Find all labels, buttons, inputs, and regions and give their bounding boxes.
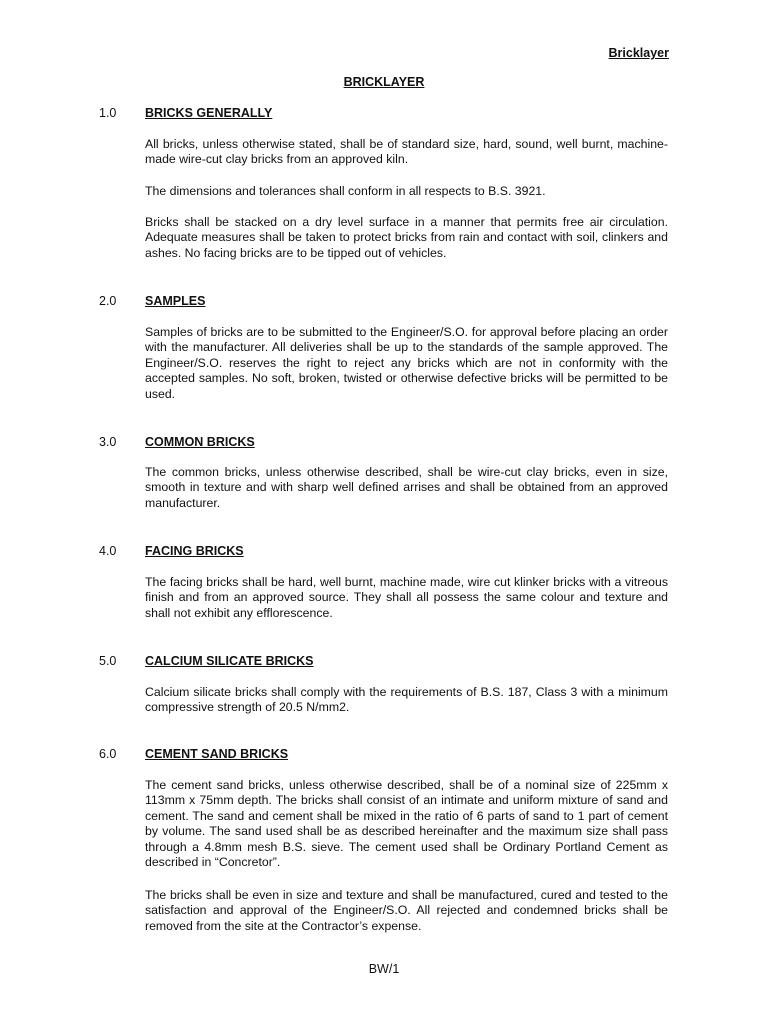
section-number: 2.0 xyxy=(99,294,117,308)
paragraph: The facing bricks shall be hard, well burnt, machine made, wire cut klinker bricks with a vitreous finish and from an approved source. They shall all possess the same colour and texture and shall not exhibit any efflorescence. xyxy=(145,575,668,620)
document-title: BRICKLAYER xyxy=(343,75,425,89)
paragraph: All bricks, unless otherwise stated, shall be of standard size, hard, sound, well burnt, machine-made wire-cut clay bricks from an approved kiln. xyxy=(145,137,668,167)
paragraph: Calcium silicate bricks shall comply with the requirements of B.S. 187, Class 3 with a minimum compressive strength of 20.5 N/mm2. xyxy=(145,685,668,715)
section-heading: CEMENT SAND BRICKS xyxy=(145,747,289,761)
section-heading: FACING BRICKS xyxy=(145,544,244,558)
section-number: 4.0 xyxy=(99,544,117,558)
paragraph: The cement sand bricks, unless otherwise described, shall be of a nominal size of 225mm x 113mm x 75mm depth. The bricks shall consist of an intimate and uniform mixture of sand and cement. The sand and cement shall be mixed in the ratio of 6 parts of sand to 1 part of cement by volume. The sand used shall be as described hereinafter and the maximum size shall pass through a 4.8mm mesh B.S. sieve. The cement used shall be Ordinary Portland Cement as described in “Concretor”. xyxy=(145,778,668,870)
section-number: 6.0 xyxy=(99,747,117,761)
paragraph: The common bricks, unless otherwise described, shall be wire-cut clay bricks, even in size, smooth in texture and with sharp well defined arrises and shall be obtained from an approved manufacturer. xyxy=(145,465,668,510)
paragraph: Bricks shall be stacked on a dry level surface in a manner that permits free air circulation. Adequate measures shall be taken to protect bricks from rain and contact with soil, clinkers and ashes. No facing bricks are to be tipped out of vehicles. xyxy=(145,215,668,260)
page-number: BW/1 xyxy=(368,962,400,976)
section-heading: SAMPLES xyxy=(145,294,206,308)
section-heading: COMMON BRICKS xyxy=(145,435,255,449)
section-number: 1.0 xyxy=(99,106,117,120)
paragraph: Samples of bricks are to be submitted to the Engineer/S.O. for approval before placing an order with the manufacturer. All deliveries shall be up to the standards of the sample approved. The Engineer/S.O. reserves the right to reject any bricks which are not in conformity with the accepted samples. No soft, broken, twisted or otherwise defective bricks will be permitted to be used. xyxy=(145,325,668,401)
paragraph: The bricks shall be even in size and texture and shall be manufactured, cured and tested to the satisfaction and approval of the Engineer/S.O. All rejected and condemned bricks shall be removed from the site at the Contractor’s expense. xyxy=(145,888,668,933)
section-number: 3.0 xyxy=(99,435,117,449)
paragraph: The dimensions and tolerances shall conform in all respects to B.S. 3921. xyxy=(145,184,546,198)
section-heading: CALCIUM SILICATE BRICKS xyxy=(145,654,314,668)
section-heading: BRICKS GENERALLY xyxy=(145,106,273,120)
section-number: 5.0 xyxy=(99,654,117,668)
running-header: Bricklayer xyxy=(608,46,669,60)
